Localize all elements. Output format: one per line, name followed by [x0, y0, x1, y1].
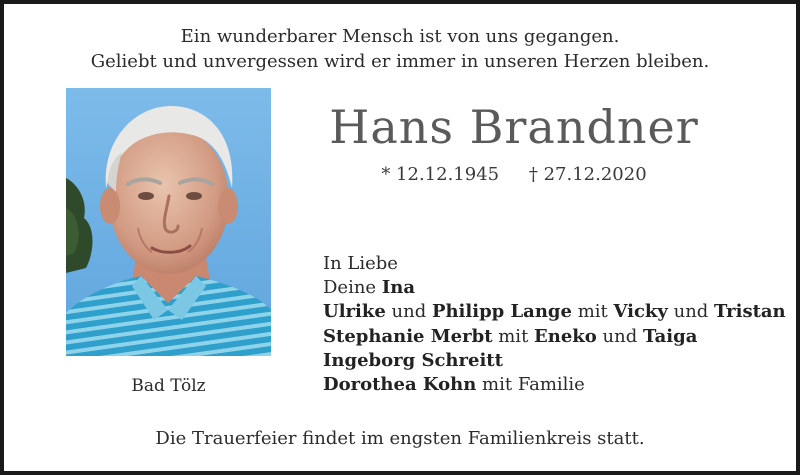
family-member-name: Stephanie Merbt [323, 325, 493, 347]
family-text: und [596, 325, 643, 347]
family-row [323, 325, 786, 349]
family-text: mit [571, 301, 614, 323]
family-greeting: In Liebe [323, 253, 398, 274]
family-row [323, 373, 786, 397]
family-member-name: Ina [381, 277, 415, 299]
intro-line-2: Geliebt und unvergessen wird er immer in unseren Herzen bleiben. [90, 51, 710, 72]
intro-line-1: Ein wunderbarer Mensch ist von uns gegangen. [180, 26, 620, 47]
family-row [323, 349, 786, 373]
family-member-name: Dorothea Kohn [323, 374, 477, 396]
intro-text [4, 24, 796, 74]
deceased-name: Hans Brandner [329, 100, 699, 154]
family-text: mit Familie [476, 374, 585, 396]
birth-date: * 12.12.1945 [381, 164, 500, 185]
death-date: † 27.12.2020 [528, 164, 647, 185]
family-text: und [385, 301, 432, 323]
family-member-name: Tristan [714, 301, 786, 323]
family-member-name: Ulrike [323, 301, 386, 323]
funeral-note: Die Trauerfeier findet im engsten Familienkreis statt. [155, 428, 645, 449]
family-text: und [667, 301, 715, 323]
family-text: mit [492, 325, 535, 347]
place-label: Bad Tölz [131, 376, 206, 396]
family-signature [323, 252, 786, 397]
family-member-name: Ingeborg Schreitt [323, 349, 503, 371]
family-row [323, 300, 786, 324]
family-member-name: Philipp Lange [431, 301, 572, 323]
life-dates [304, 164, 724, 185]
family-row [323, 276, 786, 300]
family-text: Deine [323, 277, 382, 299]
portrait-photo [66, 88, 271, 356]
family-member-name: Eneko [534, 325, 597, 347]
family-member-name: Vicky [613, 301, 668, 323]
family-member-name: Taiga [642, 325, 698, 347]
